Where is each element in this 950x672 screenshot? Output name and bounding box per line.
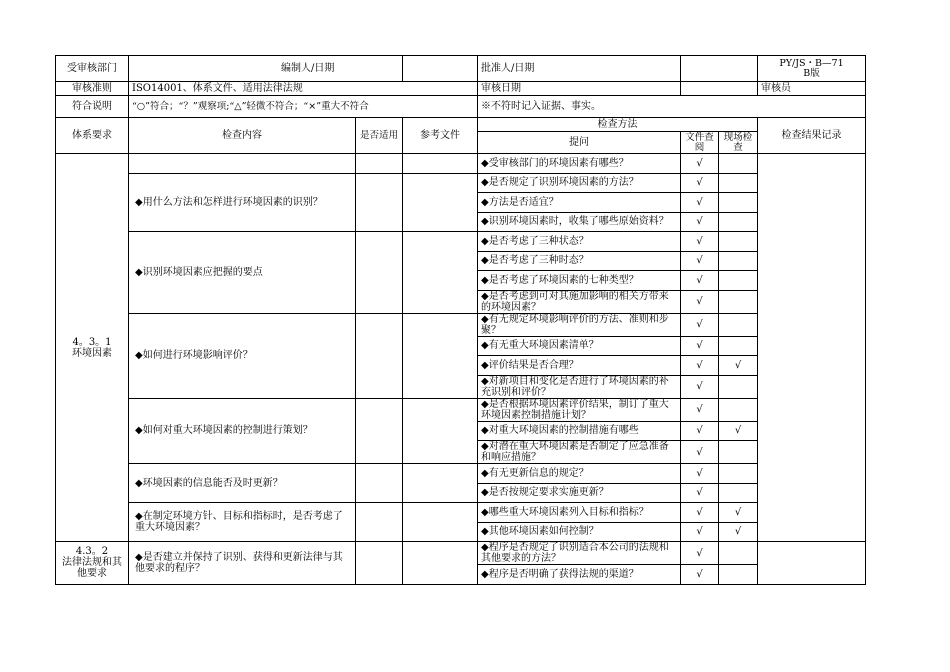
checklist-row (56, 464, 866, 484)
doc-version: B版 (803, 67, 820, 79)
criteria-value: ISO14001、体系文件、适用法律法规 (129, 82, 478, 96)
question-cell: ◆程序是否规定了识别适合本公司的法规和其他要求的方法？ (478, 542, 681, 565)
col-question: 提问 (478, 132, 681, 154)
check-content-cell (129, 154, 356, 174)
doc-review-check[interactable]: √ (681, 154, 719, 174)
doc-code-cell (758, 56, 866, 82)
check-content-cell: ◆在制定环境方针、目标和指标时，是否考虑了重大环境因素？ (129, 503, 356, 542)
system-req-name: 环境因素 (72, 347, 112, 359)
question-cell: ◆是否考虑到可对其施加影响的相关方带来的环境因素？ (478, 290, 681, 313)
applicable-field[interactable] (356, 398, 403, 464)
system-req-code: 4。3。1 (72, 336, 112, 348)
question-cell: ◆是否按规定要求实施更新？ (478, 483, 681, 503)
onsite-check[interactable] (719, 212, 758, 232)
doc-review-check[interactable]: √ (681, 232, 719, 252)
ref-doc-field[interactable] (403, 542, 478, 585)
onsite-check[interactable]: √ (719, 421, 758, 441)
ref-doc-field[interactable] (403, 464, 478, 503)
checklist-row (56, 503, 866, 523)
system-req-cell (56, 542, 129, 585)
onsite-check[interactable] (719, 271, 758, 291)
doc-review-check[interactable]: √ (681, 522, 719, 542)
question-cell: ◆是否规定了识别环境因素的方法？ (478, 173, 681, 193)
applicable-field[interactable] (356, 542, 403, 585)
ref-doc-field[interactable] (403, 503, 478, 542)
col-system-req: 体系要求 (56, 118, 129, 154)
col-applicable: 是否适用 (356, 118, 403, 154)
checklist-row (56, 173, 866, 193)
checklist-row (56, 542, 866, 565)
system-req-code: 4.3。2 (75, 546, 109, 558)
col-method: 检查方法 (478, 118, 758, 132)
doc-review-check[interactable]: √ (681, 271, 719, 291)
question-cell: ◆识别环境因素时，收集了哪些原始资料？ (478, 212, 681, 232)
col-doc-review: 文件查阅 (681, 132, 719, 154)
doc-review-check[interactable]: √ (681, 313, 719, 336)
applicable-field[interactable] (356, 173, 403, 232)
symbols-value: “○”符合；“？”观察项;“△”轻微不符合；“×”重大不符合 (129, 96, 478, 118)
doc-review-check[interactable]: √ (681, 356, 719, 376)
check-content-cell: ◆如何进行环境影响评价？ (129, 313, 356, 398)
onsite-check[interactable] (719, 565, 758, 585)
doc-review-check[interactable]: √ (681, 375, 719, 398)
applicable-field[interactable] (356, 464, 403, 503)
nonconform-note: ※不符时记入证据、事实。 (478, 96, 866, 118)
onsite-check[interactable] (719, 398, 758, 421)
applicable-field[interactable] (356, 313, 403, 398)
question-cell: ◆程序是否明确了获得法规的渠道？ (478, 565, 681, 585)
ref-doc-field[interactable] (403, 154, 478, 174)
check-content-cell: ◆识别环境因素应把握的要点 (129, 232, 356, 314)
doc-review-check[interactable]: √ (681, 565, 719, 585)
onsite-check[interactable] (719, 193, 758, 213)
check-content-cell: ◆用什么方法和怎样进行环境因素的识别？ (129, 173, 356, 232)
doc-review-check[interactable]: √ (681, 251, 719, 271)
onsite-check[interactable] (719, 313, 758, 336)
question-cell: ◆有无重大环境因素清单？ (478, 336, 681, 356)
applicable-field[interactable] (356, 232, 403, 314)
question-cell: ◆其他环境因素如何控制？ (478, 522, 681, 542)
approver-value-field[interactable] (681, 56, 758, 82)
col-check-content: 检查内容 (129, 118, 356, 154)
onsite-check[interactable] (719, 375, 758, 398)
preparer-label: 编制人/日期 (281, 63, 335, 74)
onsite-check[interactable]: √ (719, 522, 758, 542)
question-cell: ◆对潜在重大环境因素是否制定了应急准备和响应措施？ (478, 441, 681, 464)
symbols-label: 符合说明 (56, 96, 129, 118)
question-cell: ◆哪些重大环境因素列入目标和指标？ (478, 503, 681, 523)
dept-label: 受审核部门 (56, 56, 129, 82)
onsite-check[interactable] (719, 173, 758, 193)
check-content-cell: ◆是否建立并保持了识别、获得和更新法律与其他要求的程序？ (129, 542, 356, 585)
doc-review-check[interactable]: √ (681, 173, 719, 193)
audit-date-label: 审核日期 (478, 82, 681, 96)
question-cell: ◆对重大环境因素的控制措施有哪些 (478, 421, 681, 441)
ref-doc-field[interactable] (403, 173, 478, 232)
onsite-check[interactable] (719, 542, 758, 565)
onsite-check[interactable] (719, 336, 758, 356)
onsite-check[interactable] (719, 232, 758, 252)
doc-code: PY/JS・B—71 (779, 57, 844, 69)
ref-doc-field[interactable] (403, 313, 478, 398)
col-ref-doc: 参考文件 (403, 118, 478, 154)
question-cell: ◆是否考虑了环境因素的七种类型？ (478, 271, 681, 291)
col-result: 检查结果记录 (758, 118, 866, 154)
criteria-label: 审核准则 (56, 82, 129, 96)
system-req-cell (56, 154, 129, 542)
doc-review-check[interactable]: √ (681, 336, 719, 356)
question-cell: ◆是否考虑了三种状态？ (478, 232, 681, 252)
checklist-row (56, 398, 866, 421)
doc-review-check[interactable]: √ (681, 398, 719, 421)
doc-review-check[interactable]: √ (681, 464, 719, 484)
doc-review-check[interactable]: √ (681, 483, 719, 503)
question-cell: ◆是否根据环境因素评价结果，制订了重大环境因素控制措施计划？ (478, 398, 681, 421)
checklist-row (56, 154, 866, 174)
onsite-check[interactable] (719, 483, 758, 503)
doc-review-check[interactable]: √ (681, 290, 719, 313)
col-onsite-check: 现场检查 (719, 132, 758, 154)
question-cell: ◆是否考虑了三种时态？ (478, 251, 681, 271)
question-cell: ◆对新项目和变化是否进行了环境因素的补充识别和评价？ (478, 375, 681, 398)
system-req-name: 法律法规和其他要求 (62, 557, 122, 580)
checklist-row (56, 313, 866, 336)
question-cell: ◆受审核部门的环境因素有哪些？ (478, 154, 681, 174)
doc-review-check[interactable]: √ (681, 212, 719, 232)
question-cell: ◆有无规定环境影响评价的方法、准则和步聚？ (478, 313, 681, 336)
onsite-check[interactable]: √ (719, 503, 758, 523)
preparer-value-field[interactable] (403, 56, 478, 82)
question-cell: ◆评价结果是否合理？ (478, 356, 681, 376)
doc-review-check[interactable]: √ (681, 441, 719, 464)
onsite-check[interactable] (719, 290, 758, 313)
approver-label: 批准人/日期 (478, 56, 681, 82)
auditor-label: 审核员 (758, 82, 866, 96)
preparer-cell (129, 56, 403, 82)
audit-date-field[interactable] (681, 82, 758, 96)
onsite-check[interactable] (719, 251, 758, 271)
audit-checklist-sheet (55, 55, 865, 585)
question-cell: ◆方法是否适宜？ (478, 193, 681, 213)
result-record-field[interactable] (758, 154, 866, 542)
check-content-cell: ◆环境因素的信息能否及时更新？ (129, 464, 356, 503)
onsite-check[interactable]: √ (719, 356, 758, 376)
onsite-check[interactable] (719, 464, 758, 484)
checklist-body (56, 154, 866, 585)
ref-doc-field[interactable] (403, 398, 478, 464)
onsite-check[interactable] (719, 441, 758, 464)
ref-doc-field[interactable] (403, 232, 478, 314)
audit-checklist-table (55, 55, 866, 585)
onsite-check[interactable] (719, 154, 758, 174)
doc-review-check[interactable]: √ (681, 193, 719, 213)
applicable-field[interactable] (356, 503, 403, 542)
applicable-field[interactable] (356, 154, 403, 174)
doc-review-check[interactable]: √ (681, 421, 719, 441)
checklist-row (56, 232, 866, 252)
doc-review-check[interactable]: √ (681, 542, 719, 565)
question-cell: ◆有无更新信息的规定？ (478, 464, 681, 484)
check-content-cell: ◆如何对重大环境因素的控制进行策划？ (129, 398, 356, 464)
result-record-field[interactable] (758, 542, 866, 585)
doc-review-check[interactable]: √ (681, 503, 719, 523)
